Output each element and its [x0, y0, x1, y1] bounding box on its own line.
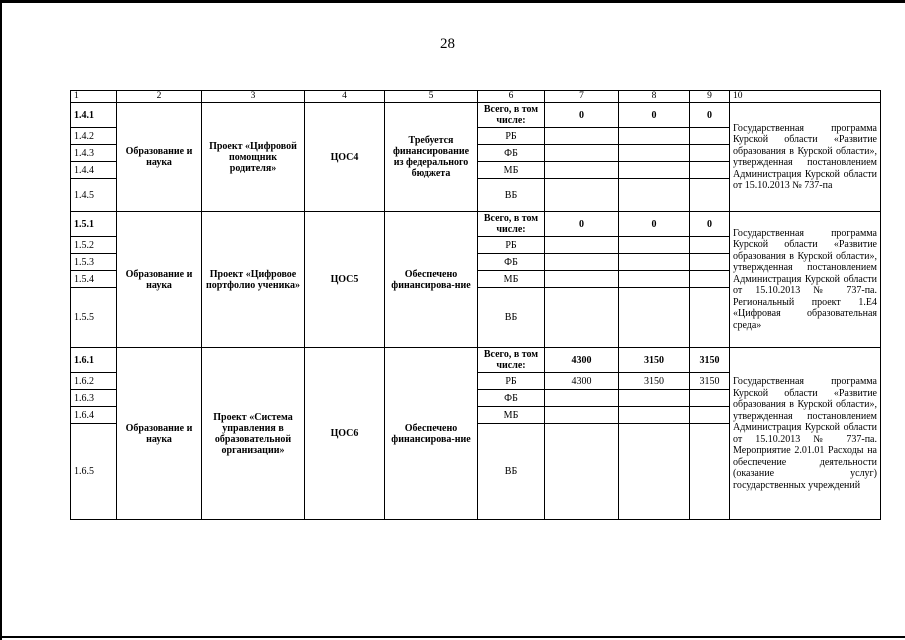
row-number: 1.4.5: [71, 179, 117, 212]
source-cell: ВБ: [478, 179, 545, 212]
source-cell: ФБ: [478, 390, 545, 407]
note-cell: Государственная программа Курской области «Развитие образования в Курской области», утвержденная постановлением Администрация Курской области от 15.10.2013 № 737-па. Мероприятие 2.01.01 Расходы на обеспечение деятельности (оказание услуг) государственных учреждений: [730, 348, 881, 520]
value-cell: [619, 407, 690, 424]
value-cell: [690, 424, 730, 520]
area-cell: Образование и наука: [117, 212, 202, 348]
value-cell: [690, 237, 730, 254]
area-cell: Образование и наука: [117, 103, 202, 212]
value-cell: 3150: [690, 373, 730, 390]
financing-cell: Обеспечено финансирова-ние: [385, 348, 478, 520]
column-header: 3: [202, 91, 305, 103]
value-cell: 3150: [619, 348, 690, 373]
program-table: [70, 90, 881, 520]
row-number: 1.6.3: [71, 390, 117, 407]
column-header: 5: [385, 91, 478, 103]
row-number: 1.6.2: [71, 373, 117, 390]
financing-cell: Обеспечено финансирова-ние: [385, 212, 478, 348]
value-cell: 4300: [545, 373, 619, 390]
value-cell: [545, 128, 619, 145]
source-cell: ФБ: [478, 145, 545, 162]
value-cell: 0: [619, 103, 690, 128]
source-cell: Всего, в том числе:: [478, 212, 545, 237]
source-cell: МБ: [478, 407, 545, 424]
code-cell: ЦОС6: [305, 348, 385, 520]
value-cell: [690, 179, 730, 212]
value-cell: [619, 254, 690, 271]
value-cell: [690, 271, 730, 288]
value-cell: [545, 390, 619, 407]
value-cell: [690, 145, 730, 162]
table-row: [71, 348, 881, 373]
row-number: 1.6.5: [71, 424, 117, 520]
note-cell: Государственная программа Курской области «Развитие образования в Курской области», утвержденная постановлением Администрация Курской области от 15.10.2013 № 737-па. Региональный проект 1.Е4 «Цифровая образовательная среда»: [730, 212, 881, 348]
column-header: 6: [478, 91, 545, 103]
page-bottom-border: [0, 636, 905, 638]
row-number: 1.4.2: [71, 128, 117, 145]
area-cell: Образование и наука: [117, 348, 202, 520]
row-number: 1.5.3: [71, 254, 117, 271]
row-number: 1.4.4: [71, 162, 117, 179]
source-cell: Всего, в том числе:: [478, 103, 545, 128]
column-header: 10: [730, 91, 881, 103]
value-cell: 0: [690, 103, 730, 128]
code-cell: ЦОС5: [305, 212, 385, 348]
value-cell: [545, 271, 619, 288]
value-cell: [545, 237, 619, 254]
column-header: 4: [305, 91, 385, 103]
value-cell: [619, 162, 690, 179]
value-cell: [619, 390, 690, 407]
value-cell: 0: [690, 212, 730, 237]
project-cell: Проект «Система управления в образовательной организации»: [202, 348, 305, 520]
source-cell: ФБ: [478, 254, 545, 271]
row-number: 1.6.4: [71, 407, 117, 424]
value-cell: 0: [545, 212, 619, 237]
value-cell: [545, 162, 619, 179]
source-cell: РБ: [478, 128, 545, 145]
column-header: 2: [117, 91, 202, 103]
value-cell: [690, 390, 730, 407]
page-top-border: [0, 0, 905, 3]
page-left-border: [0, 0, 2, 640]
value-cell: [545, 288, 619, 348]
value-cell: [545, 254, 619, 271]
row-number: 1.5.1: [71, 212, 117, 237]
source-cell: ВБ: [478, 288, 545, 348]
column-header: 9: [690, 91, 730, 103]
row-number: 1.5.4: [71, 271, 117, 288]
value-cell: [619, 128, 690, 145]
row-number: 1.4.1: [71, 103, 117, 128]
value-cell: [619, 145, 690, 162]
row-number: 1.5.5: [71, 288, 117, 348]
project-cell: Проект «Цифровой помощник родителя»: [202, 103, 305, 212]
value-cell: [690, 407, 730, 424]
value-cell: [545, 145, 619, 162]
column-header: 8: [619, 91, 690, 103]
value-cell: [690, 128, 730, 145]
value-cell: 0: [545, 103, 619, 128]
source-cell: МБ: [478, 162, 545, 179]
value-cell: [690, 254, 730, 271]
source-cell: ВБ: [478, 424, 545, 520]
column-header: 7: [545, 91, 619, 103]
value-cell: [545, 424, 619, 520]
value-cell: [619, 179, 690, 212]
value-cell: [545, 407, 619, 424]
row-number: 1.4.3: [71, 145, 117, 162]
table-row: [71, 103, 881, 128]
page-number: 28: [440, 36, 455, 52]
value-cell: [619, 424, 690, 520]
source-cell: РБ: [478, 237, 545, 254]
value-cell: [690, 288, 730, 348]
column-number-row: [71, 91, 881, 103]
value-cell: [619, 271, 690, 288]
project-cell: Проект «Цифровое портфолио ученика»: [202, 212, 305, 348]
value-cell: [690, 162, 730, 179]
value-cell: [619, 288, 690, 348]
value-cell: 4300: [545, 348, 619, 373]
note-cell: Государственная программа Курской области «Развитие образования в Курской области», утвержденная постановлением Администрация Курской области от 15.10.2013 № 737-па: [730, 103, 881, 212]
financing-cell: Требуется финансирование из федерального бюджета: [385, 103, 478, 212]
code-cell: ЦОС4: [305, 103, 385, 212]
source-cell: РБ: [478, 373, 545, 390]
table-row: [71, 212, 881, 237]
value-cell: 0: [619, 212, 690, 237]
row-number: 1.6.1: [71, 348, 117, 373]
value-cell: [619, 237, 690, 254]
value-cell: 3150: [690, 348, 730, 373]
column-header: 1: [71, 91, 117, 103]
source-cell: МБ: [478, 271, 545, 288]
row-number: 1.5.2: [71, 237, 117, 254]
source-cell: Всего, в том числе:: [478, 348, 545, 373]
value-cell: 3150: [619, 373, 690, 390]
value-cell: [545, 179, 619, 212]
